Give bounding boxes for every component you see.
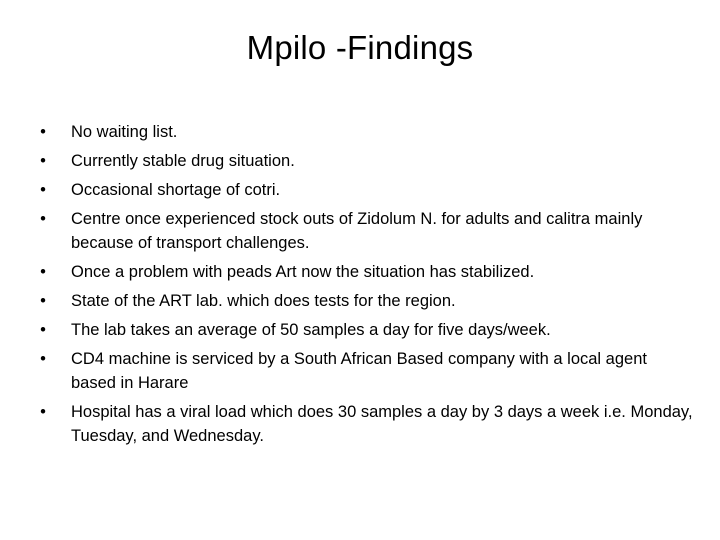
bullet-text: CD4 machine is serviced by a South African Based company with a local agent based in Harare	[71, 350, 647, 392]
bullet-icon: •	[40, 152, 46, 170]
bullet-icon: •	[40, 181, 46, 199]
bullet-icon: •	[40, 123, 46, 141]
bullet-text: Currently stable drug situation.	[71, 152, 295, 170]
bullet-item	[36, 178, 696, 202]
bullet-icon: •	[40, 403, 46, 421]
bullet-item	[36, 400, 696, 448]
bullet-item	[36, 347, 696, 395]
bullet-text: State of the ART lab. which does tests for the region.	[71, 292, 456, 310]
bullet-icon: •	[40, 263, 46, 281]
bullet-icon: •	[40, 350, 46, 368]
bullet-text: Centre once experienced stock outs of Zidolum N. for adults and calitra mainly because of transport challenges.	[71, 210, 643, 252]
bullet-item	[36, 318, 696, 342]
bullet-item	[36, 260, 696, 284]
bullet-item	[36, 149, 696, 173]
slide-title: Mpilo -Findings	[246, 29, 474, 66]
bullet-text: No waiting list.	[71, 123, 178, 141]
bullet-icon: •	[40, 292, 46, 310]
bullet-text: Hospital has a viral load which does 30 samples a day by 3 days a week i.e. Monday, Tuesday, and Wednesday.	[71, 403, 693, 445]
bullet-list	[36, 120, 696, 453]
bullet-item	[36, 120, 696, 144]
bullet-item	[36, 207, 696, 255]
bullet-icon: •	[40, 210, 46, 228]
bullet-text: Once a problem with peads Art now the situation has stabilized.	[71, 263, 535, 281]
bullet-text: Occasional shortage of cotri.	[71, 181, 281, 199]
bullet-item	[36, 289, 696, 313]
bullet-icon: •	[40, 321, 46, 339]
bullet-text: The lab takes an average of 50 samples a day for five days/week.	[71, 321, 551, 339]
